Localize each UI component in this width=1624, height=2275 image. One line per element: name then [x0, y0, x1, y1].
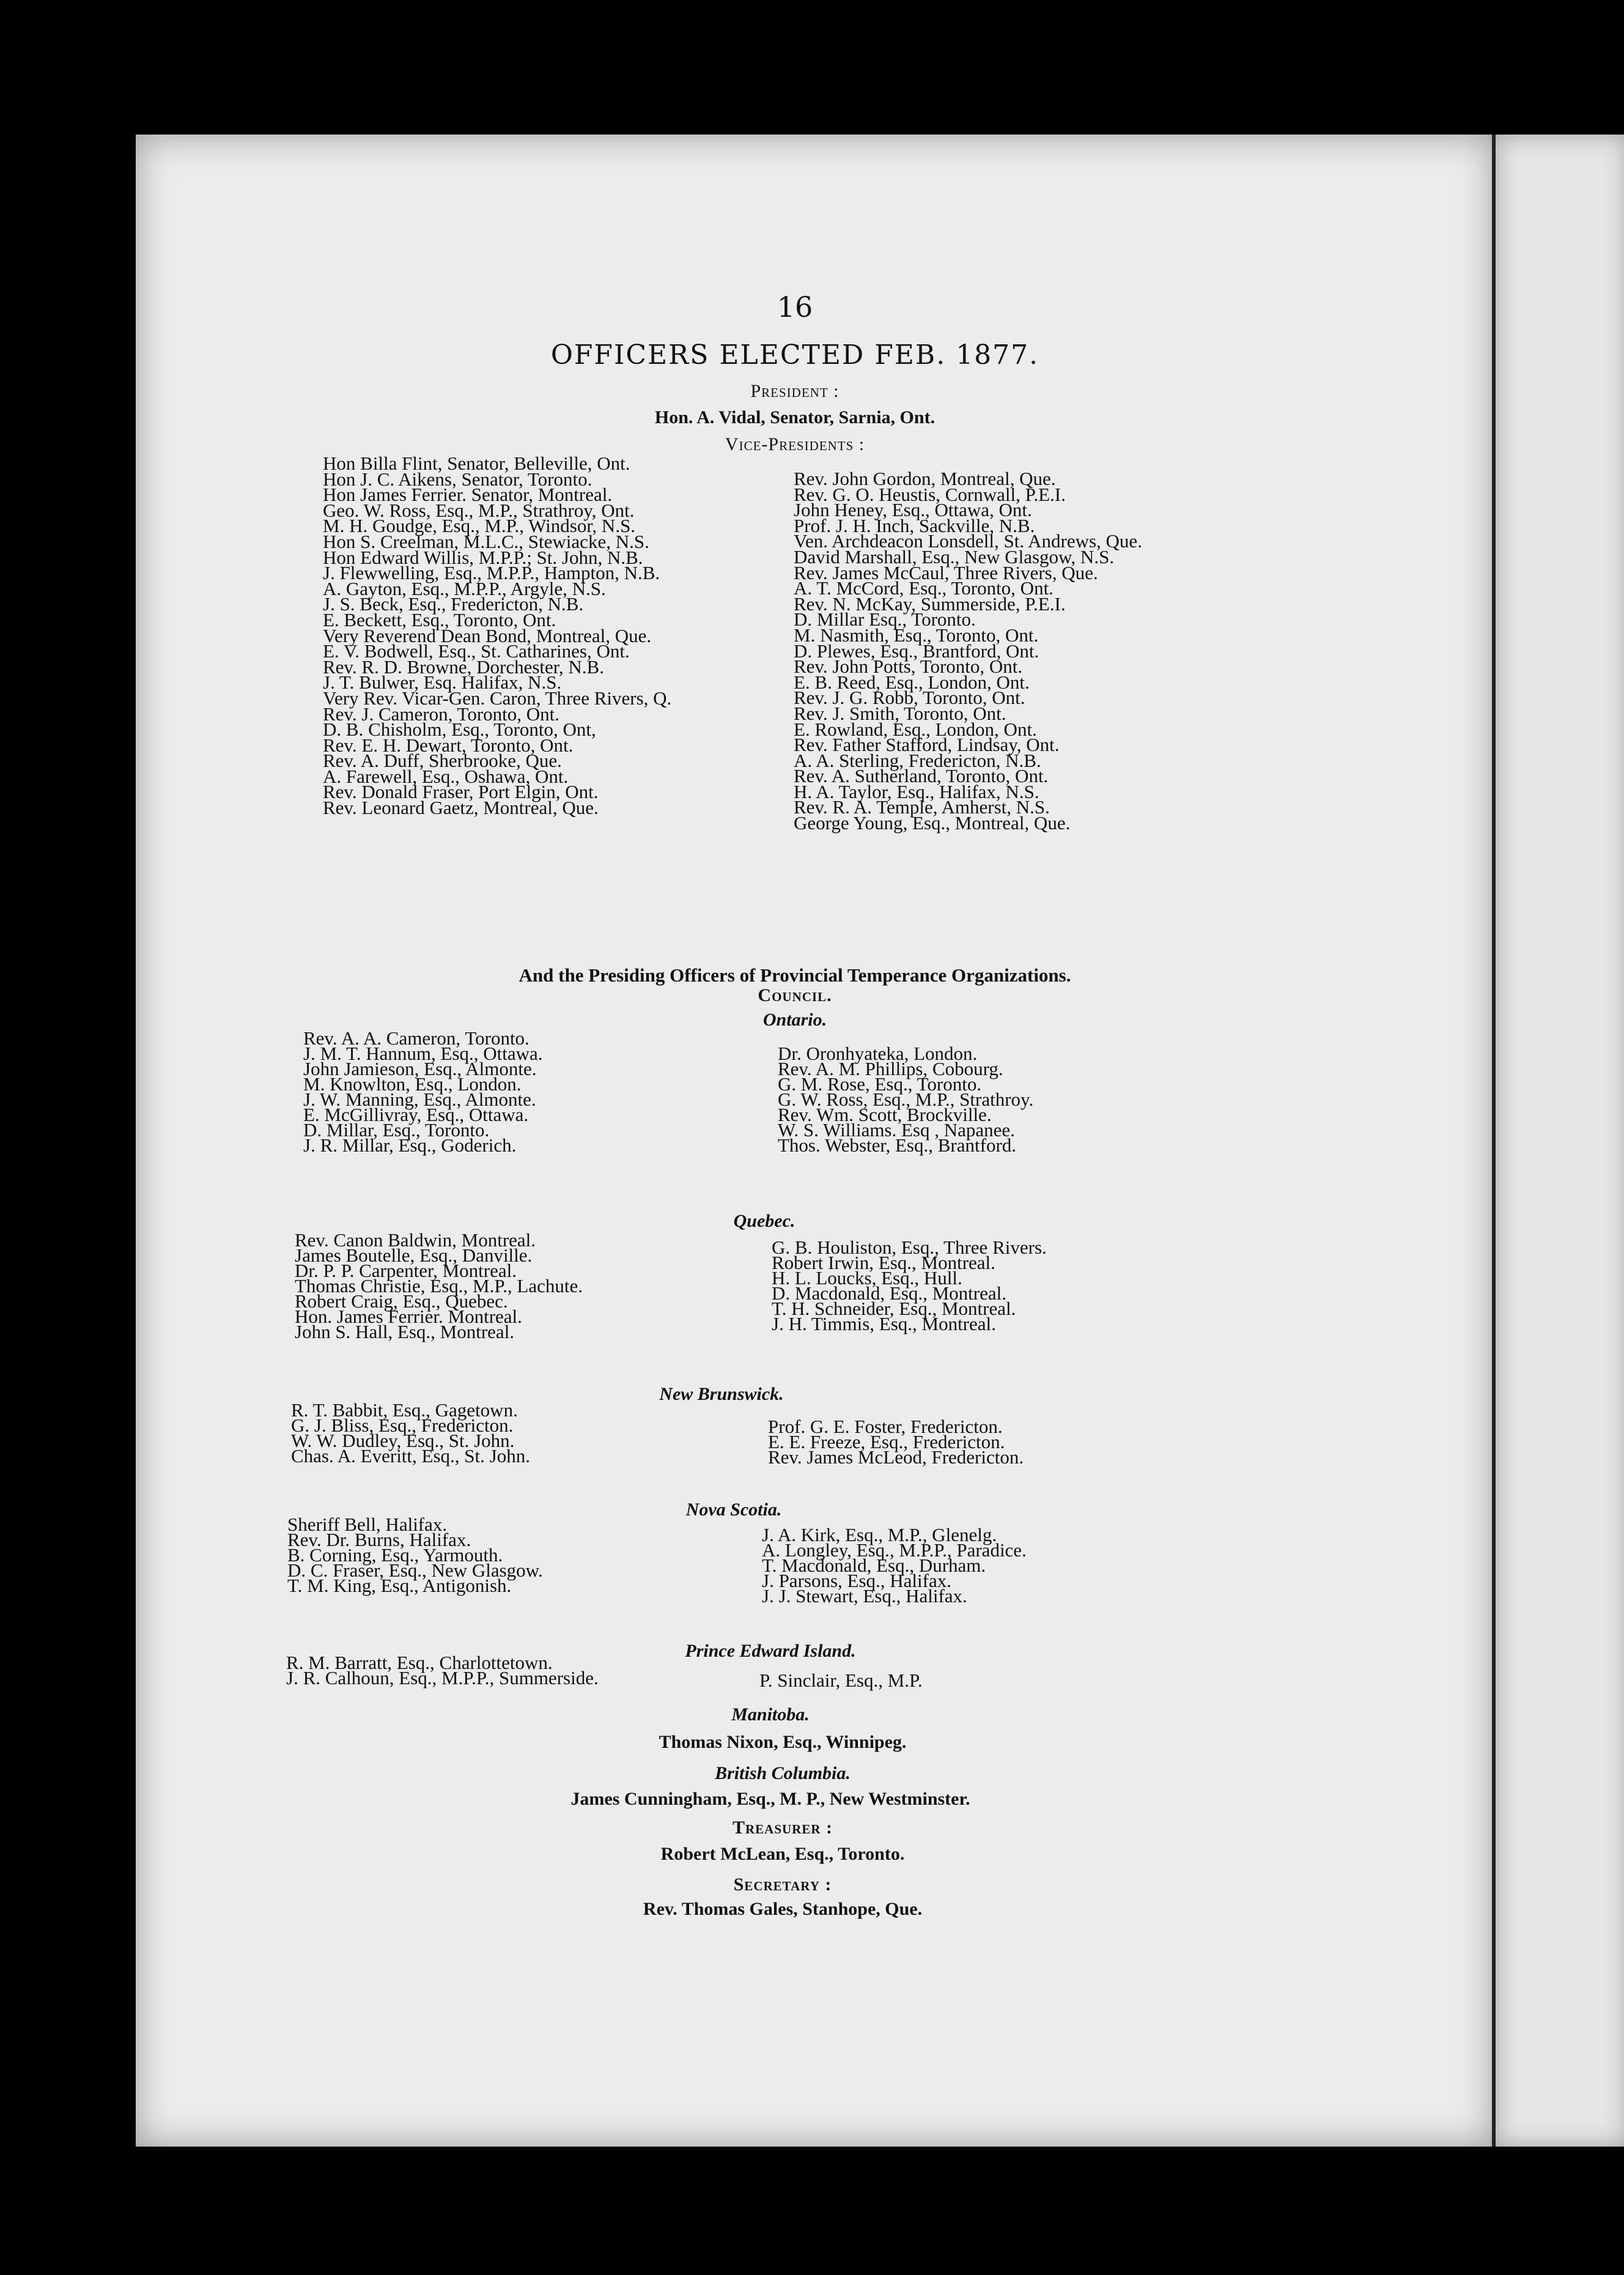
officer-entry: Sheriff Bell, Halifax.: [287, 1514, 448, 1535]
officer-entry: Rev. John Gordon, Montreal, Que.: [794, 468, 1056, 489]
president-name: Hon. A. Vidal, Senator, Sarnia, Ont.: [654, 407, 936, 427]
president-label: President :: [750, 381, 840, 401]
presiding-officers-note: And the Presiding Officers of Provincial Temperance Organizations.: [519, 964, 1071, 986]
officer-entry: Rev. R. D. Browne, Dorchester, N.B.: [323, 656, 604, 678]
officer-entry: E. B. Reed, Esq., London, Ont.: [794, 671, 1030, 693]
quebec-right-list: [772, 1237, 1047, 1334]
manitoba-heading: Manitoba.: [731, 1704, 810, 1725]
officer-entry: E. V. Bodwell, Esq., St. Catharines, Ont.: [323, 640, 630, 662]
officer-entry: A. Gayton, Esq., M.P.P., Argyle, N.S.: [323, 577, 606, 599]
officer-entry: Rev. Donald Fraser, Port Elgin, Ont.: [323, 781, 599, 803]
officer-entry: Rev. A. Sutherland, Toronto, Ont.: [794, 765, 1049, 787]
officer-entry: Robert Irwin, Esq., Montreal.: [772, 1252, 995, 1273]
officer-entry: J. A. Kirk, Esq., M.P., Glenelg.: [762, 1524, 997, 1545]
officer-entry: R. M. Barratt, Esq., Charlottetown.: [286, 1652, 553, 1673]
pei-left-list: [286, 1652, 599, 1689]
officer-entry: J. Parsons, Esq., Halifax.: [762, 1570, 951, 1591]
treasurer-label: Treasurer :: [732, 1818, 833, 1838]
officer-entry: John S. Hall, Esq., Montreal.: [295, 1321, 515, 1342]
officer-entry: J. J. Stewart, Esq., Halifax.: [762, 1585, 967, 1607]
officer-entry: J. T. Bulwer, Esq. Halifax, N.S.: [323, 671, 562, 694]
officer-entry: Hon Edward Willis, M.P.P.; St. John, N.B.: [323, 546, 643, 568]
officer-entry: Rev. R. A. Temple, Amherst, N.S.: [794, 796, 1050, 818]
ontario-right-list: [778, 1043, 1034, 1156]
officer-entry: D. B. Chisholm, Esq., Toronto, Ont,: [323, 719, 596, 741]
nova-scotia-right-list: [762, 1524, 1027, 1607]
officer-entry: Rev. Leonard Gaetz, Montreal, Que.: [323, 797, 599, 819]
new-brunswick-right-list: [768, 1416, 1024, 1468]
new-brunswick-left-list: [291, 1399, 530, 1467]
officer-entry: Rev. J. Cameron, Toronto, Ont.: [323, 703, 560, 725]
officer-entry: James Boutelle, Esq., Danville.: [295, 1245, 533, 1266]
officer-entry: J. W. Manning, Esq., Almonte.: [303, 1089, 536, 1110]
officer-entry: Hon J. C. Aikens, Senator, Toronto.: [323, 468, 592, 490]
officer-entry: Very Rev. Vicar-Gen. Caron, Three Rivers, Q.: [323, 687, 672, 709]
officer-entry: A. T. McCord, Esq., Toronto, Ont.: [794, 577, 1054, 599]
officer-entry: Rev. N. McKay, Summerside, P.E.I.: [794, 593, 1066, 615]
officer-entry: Prof. G. E. Foster, Fredericton.: [768, 1416, 1003, 1437]
quebec-heading: Quebec.: [733, 1211, 795, 1231]
officer-entry: David Marshall, Esq., New Glasgow, N.S.: [794, 546, 1115, 568]
officer-entry: Dr. Oronhyateka, London.: [778, 1043, 978, 1064]
officer-entry: Rev. J. G. Robb, Toronto, Ont.: [794, 687, 1025, 709]
officer-entry: J. R. Calhoun, Esq., M.P.P., Summerside.: [286, 1667, 599, 1689]
vice-presidents-right-list: [794, 468, 1142, 834]
officer-entry: R. T. Babbit, Esq., Gagetown.: [291, 1399, 518, 1421]
officer-entry: Chas. A. Everitt, Esq., St. John.: [291, 1445, 530, 1467]
officer-entry: A. A. Sterling, Fredericton, N.B.: [794, 749, 1041, 771]
british-columbia-officer: James Cunningham, Esq., M. P., New Westminster.: [570, 1789, 970, 1809]
officer-entry: J. R. Millar, Esq., Goderich.: [303, 1134, 517, 1156]
officer-entry: G. W. Ross, Esq., M.P., Strathroy.: [778, 1089, 1034, 1110]
officer-entry: J. Flewwelling, Esq., M.P.P., Hampton, N.B.: [323, 562, 660, 584]
officer-entry: John Heney, Esq., Ottawa, Ont.: [794, 499, 1032, 521]
officer-entry: John Jamieson, Esq., Almonte.: [303, 1058, 537, 1079]
officer-entry: Rev. James McLeod, Fredericton.: [768, 1446, 1024, 1468]
officer-entry: Rev. Dr. Burns, Halifax.: [287, 1529, 471, 1550]
ontario-left-list: [303, 1027, 543, 1156]
pei-right-list: [759, 1670, 923, 1691]
officer-entry: Hon. James Ferrier. Montreal.: [295, 1306, 522, 1327]
treasurer-name: Robert McLean, Esq., Toronto.: [660, 1844, 905, 1864]
officer-entry: D. Millar Esq., Toronto.: [794, 609, 976, 631]
page-title: OFFICERS ELECTED FEB. 1877.: [550, 339, 1039, 371]
ontario-heading: Ontario.: [762, 1010, 827, 1030]
officer-entry: Rev. Canon Baldwin, Montreal.: [295, 1229, 536, 1251]
secretary-name: Rev. Thomas Gales, Stanhope, Que.: [643, 1899, 923, 1919]
officer-entry: G. M. Rose, Esq., Toronto.: [778, 1073, 982, 1095]
officer-entry: Thomas Christie, Esq., M.P., Lachute.: [295, 1275, 583, 1297]
officer-entry: Thos. Webster, Esq., Brantford.: [778, 1134, 1017, 1156]
officer-entry: Hon James Ferrier. Senator, Montreal.: [323, 484, 613, 506]
pei-heading: Prince Edward Island.: [685, 1641, 856, 1661]
officer-entry: D. Macdonald, Esq., Montreal.: [772, 1282, 1006, 1304]
officer-entry: H. L. Loucks, Esq., Hull.: [772, 1267, 962, 1289]
officer-entry: Rev. A. A. Cameron, Toronto.: [303, 1027, 530, 1049]
officer-entry: M. H. Goudge, Esq., M.P., Windsor, N.S.: [323, 515, 636, 537]
officer-entry: B. Corning, Esq., Yarmouth.: [287, 1544, 503, 1566]
officer-entry: George Young, Esq., Montreal, Que.: [794, 812, 1071, 834]
officer-entry: E. Rowland, Esq., London, Ont.: [794, 718, 1037, 740]
officer-entry: Rev. J. Smith, Toronto, Ont.: [794, 702, 1006, 724]
officer-entry: Dr. P. P. Carpenter, Montreal.: [295, 1260, 517, 1281]
new-brunswick-heading: New Brunswick.: [659, 1384, 784, 1404]
officer-entry: T. Macdonald, Esq., Durham.: [762, 1555, 986, 1576]
quebec-left-list: [295, 1229, 583, 1342]
vice-presidents-label: Vice-Presidents :: [725, 434, 865, 454]
officer-entry: Rev. Father Stafford, Lindsay, Ont.: [794, 734, 1060, 756]
officer-entry: A. Farewell, Esq., Oshawa, Ont.: [323, 765, 569, 787]
manitoba-officer: Thomas Nixon, Esq., Winnipeg.: [659, 1732, 907, 1752]
officer-entry: H. A. Taylor, Esq., Halifax, N.S.: [794, 780, 1039, 802]
british-columbia-heading: British Columbia.: [715, 1763, 851, 1783]
officer-entry: E. E. Freeze, Esq., Fredericton.: [768, 1431, 1005, 1452]
officer-entry: D. C. Fraser, Esq., New Glasgow.: [287, 1559, 543, 1581]
officer-entry: W. S. Williams. Esq , Napanee.: [778, 1119, 1015, 1141]
officer-entry: Very Reverend Dean Bond, Montreal, Que.: [323, 624, 652, 646]
officer-entry: Geo. W. Ross, Esq., M.P., Strathroy, Ont.: [323, 499, 635, 521]
officer-entry: M. Nasmith, Esq., Toronto, Ont.: [794, 624, 1039, 646]
officer-entry: Rev. E. H. Dewart, Toronto, Ont.: [323, 734, 574, 756]
officer-entry: E. Beckett, Esq., Toronto, Ont.: [323, 609, 556, 631]
officer-entry: G. J. Bliss, Esq., Fredericton.: [291, 1415, 514, 1436]
vice-presidents-left-list: [323, 453, 672, 819]
officer-entry: D. Millar, Esq., Toronto.: [303, 1119, 490, 1141]
officer-entry: E. McGillivray, Esq., Ottawa.: [303, 1104, 529, 1125]
officer-entry: Rev. A. Duff, Sherbrooke, Que.: [323, 750, 562, 772]
officer-entry: J. S. Beck, Esq., Fredericton, N.B.: [323, 593, 584, 615]
officer-entry: T. H. Schneider, Esq., Montreal.: [772, 1298, 1016, 1319]
page-number: 16: [777, 290, 813, 324]
secretary-label: Secretary :: [733, 1874, 832, 1895]
officer-entry: G. B. Houliston, Esq., Three Rivers.: [772, 1237, 1047, 1258]
officer-entry: Prof. J. H. Inch, Sackville, N.B.: [794, 514, 1035, 536]
officer-entry: M. Knowlton, Esq., London.: [303, 1073, 522, 1095]
officer-entry: P. Sinclair, Esq., M.P.: [759, 1670, 923, 1691]
officer-entry: Robert Craig, Esq., Quebec.: [295, 1290, 508, 1312]
council-label: Council.: [758, 985, 832, 1005]
officer-entry: T. M. King, Esq., Antigonish.: [287, 1575, 512, 1596]
officer-entry: Rev. G. O. Heustis, Cornwall, P.E.I.: [794, 483, 1066, 505]
officer-entry: Rev. James McCaul, Three Rivers, Que.: [794, 561, 1098, 583]
officer-entry: J. M. T. Hannum, Esq., Ottawa.: [303, 1043, 543, 1064]
officer-entry: W. W. Dudley, Esq., St. John.: [291, 1430, 515, 1451]
officer-entry: Rev. A. M. Phillips, Cobourg.: [778, 1058, 1003, 1079]
nova-scotia-left-list: [287, 1514, 543, 1596]
officer-entry: Hon Billa Flint, Senator, Belleville, Ont.: [323, 453, 630, 474]
officer-entry: Hon S. Creelman, M.L.C., Stewiacke, N.S.: [323, 530, 649, 552]
officer-entry: D. Plewes, Esq., Brantford, Ont.: [794, 640, 1039, 662]
officer-entry: J. H. Timmis, Esq., Montreal.: [772, 1313, 996, 1334]
officer-entry: A. Longley, Esq., M.P.P., Paradice.: [762, 1539, 1027, 1561]
officer-entry: Rev. John Potts, Toronto, Ont.: [794, 656, 1023, 678]
officer-entry: Rev. Wm. Scott, Brockville.: [778, 1104, 992, 1125]
nova-scotia-heading: Nova Scotia.: [685, 1500, 782, 1520]
officer-entry: Ven. Archdeacon Lonsdell, St. Andrews, Que.: [794, 530, 1142, 552]
